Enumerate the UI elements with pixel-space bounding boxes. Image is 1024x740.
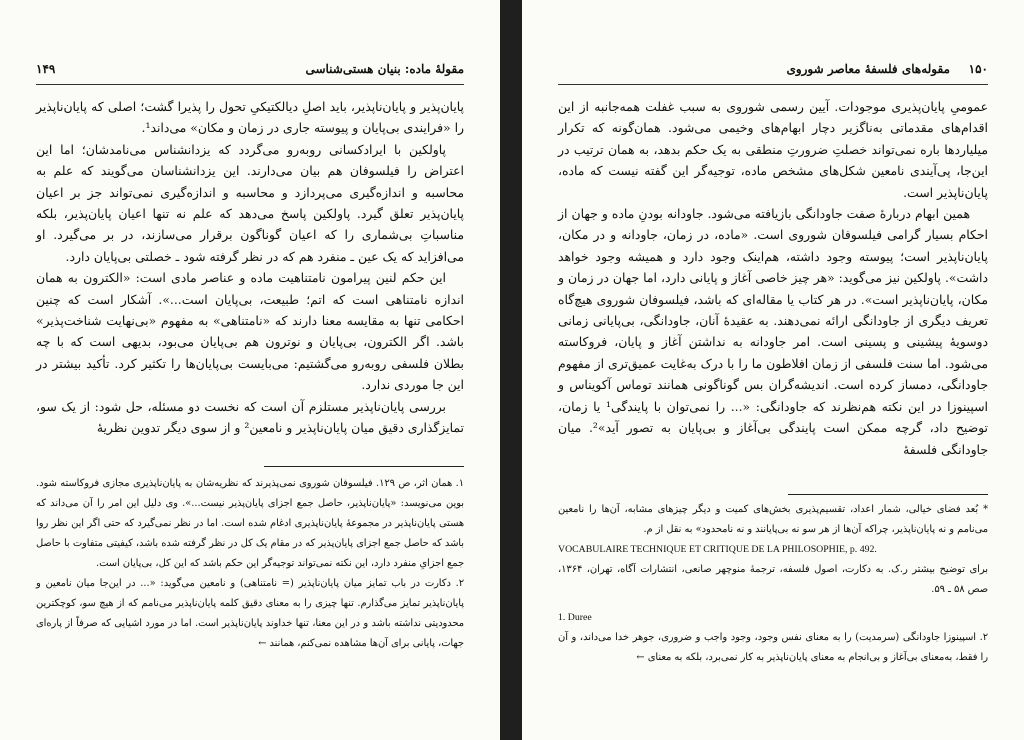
header-title: مقولهٔ ماده: بنیان هستی‌شناسی	[305, 62, 464, 76]
footnote-rule	[788, 494, 988, 495]
paragraph: این حکم لنین پیرامون نامتناهیت ماده و عناصر مادی است: «الکترون به همان اندازه نامتناهی است که اتم؛ طبیعت، بی‌پایان است...». آشکار است که چنین احکامی تنها به مقایسه معنا دارند که «نامتناهی» به مفهوم «بی‌نهایت شناخت‌پذیر» باشد. اگر الکترون، بی‌پایان و نوترون هم بی‌پایان می‌بود، بدیهی است که با چه بطلان فلسفی روبه‌رو می‌گشتیم: می‌بایست بی‌پایان‌ها را تکثیر کرد. تأکید بیشتر در این جا موردی ندارد.	[36, 270, 464, 393]
header-title: مقوله‌های فلسفهٔ معاصر شوروی	[786, 62, 950, 76]
paragraph: عمومیِ پایان‌پذیری موجودات. آیین رسمی شوروی به سبب غفلت همه‌جانبه از این اقدام‌های مقدماتی به‌ناگزیر دچار ابهام‌های وخیمی می‌شود. همان‌گونه که تکرار میلیاردها باره نمی‌تواند خصلتِ ضرورتِ منطقی به یک حکم بدهد، به همان ترتیب در این‌جا، پی‌آیندی نامعین شکل‌های مشخص ماده، توجیه‌گر این گفته نیست که ماده، پایان‌ناپذیر است.	[558, 99, 988, 200]
paragraph: همین ابهام دربارهٔ صفت جاودانگی بازیافته می‌شود. جاودانه بودنِ ماده و جهان از احکام بسیار گرامی فیلسوفان شوروی است. «ماده، در زمان، جاودانه و در مکان، پایان‌ناپذیر است؛ پیوسته وجود داشته، هم‌اینک وجود دارد و همیشه وجود خواهد داشت». پاولکین نیز می‌گوید: «هر چیز خاصی آغاز و پایانی دارد، اما جهان در زمان و مکان، پایان‌ناپذیر است». در هر کتاب یا مقاله‌ای که باشد، فیلسوفان شوروی هیچ‌گاه تعریف دیگری از جاودانگی ارائه نمی‌دهند. به عقیدهٔ آنان، جاودانگی، بی‌پایانی زمانی دوسویهٔ پیشینی و پسینی است. امر جاودانه به نداشتن آغاز و پایان، فروکاسته می‌شود. اما سنت فلسفی از زمان افلاطون ما را با درک به‌غایت عمیق‌تری از مفهوم جاودانگی، دمساز کرده است. اندیشه‌گران بس گوناگونی همانند توماس آکویناس و اسپینوزا در این نکته هم‌نظرند که جاودانگی: «... را نمی‌توان با پایندگی¹ یا زمان، توضیح داد، گرچه ممکن است پایندگی بی‌آغاز و بی‌پایان به تصور آید»². میان جاودانگی فلسفهٔ	[558, 206, 988, 457]
footnotes	[558, 500, 988, 668]
footnote-reference: برای توضیح بیشتر ر.ک. به دکارت، اصول فلسفه، ترجمهٔ منوچهر صانعی، انتشارات آگاه، تهران، ۱۳۶۴، صص ۵۸ ـ ۵۹.	[558, 564, 988, 595]
footnote-duree: 1. Duree	[558, 612, 592, 623]
body-text	[558, 96, 988, 460]
header-rule	[36, 84, 464, 85]
footnote-latin-reference: VOCABULAIRE TECHNIQUE ET CRITIQUE DE LA PHILOSOPHIE, p. 492.	[558, 544, 877, 555]
left-page	[0, 0, 500, 740]
footnote: ۱. همان اثر، ص ۱۲۹. فیلسوفان شوروی نمی‌پذیرند که نظریه‌شان به پایان‌ناپذیری مجازی فروکاسته شود. بوین می‌نویسد: «پایان‌ناپذیر، حاصل جمع اجزای پایان‌پذیر نیست...». وی دلیل این امر را آن می‌داند که هستی پایان‌ناپذیر در مجموعهٔ پایان‌ناپذیری ادغام شده است. اما در نظر نمی‌گیرد که حتی اگر این نظر روا باشد که حاصل جمع اجزای پایان‌پذیر که در مقام یک کل در نظر گرفته شده باشد، کیفیتی متفاوت با حاصل جمع اجزایِ منفرد دارد، این نکته نمی‌تواند توجیه‌گر این حکم باشد که این کل، بی‌پایان است.	[36, 478, 464, 569]
page-number: ۱۵۰	[968, 62, 988, 76]
running-header	[36, 62, 464, 82]
header-rule	[558, 84, 988, 85]
paragraph: بررسی پایان‌ناپذیر مستلزم آن است که نخست دو مسئله، حل شود: از یک سو، تمایزگذاری دقیق میان پایان‌ناپذیر و نامعین² و از سوی دیگر تدوین نظریهٔ	[36, 398, 464, 436]
book-gutter	[500, 0, 522, 740]
footnotes	[36, 474, 464, 654]
paragraph: پاولکین با ایرادکسانی روبه‌رو می‌گردد که یزدانشناس می‌نامدشان؛ اما این اعتراض را فیلسوفان هم بیان می‌دارند. این یزدانشناسان می‌گویند که علم به محاسبه و اندازه‌گیری می‌پردازد و محاسبه و اندازه‌گیری نمی‌تواند جز بر اعیان پایان‌پذیر تعلق گیرد. پاولکین پاسخ می‌دهد که علم نه تنها اعیان پایان‌پذیر، بلکه مناسباتِ بی‌شماری را که اعیان گوناگون برقرار می‌سازند، در بر می‌گیرد. او می‌افزاید که یک عین ـ منفرد هم که در نظر گرفته شود ـ خصلتی بی‌پایان دارد.	[36, 141, 464, 264]
footnote: ۲. دکارت در باب تمایز میان پایان‌ناپذیر (= نامتناهی) و نامعین می‌گوید: «... در این‌جا میان نامعین و پایان‌ناپذیر تمایز می‌گذارم. تنها چیزی را به معنای دقیق کلمه پایان‌ناپذیر می‌نامم که از هیچ سو، کوچکترین محدودیتی نداشته باشد و در این معنا، تنها خداوند پایان‌ناپذیر است. اما در مورد اشیایی که صرفاً از پاره‌ای جهات، پایانی برای آن‌ها مشاهده نمی‌کنم، همانند ←	[36, 578, 464, 649]
right-page	[522, 0, 1024, 740]
footnote: ۲. اسپینوزا جاودانگی (سرمدیت) را به معنای نفس وجود، وجود واجب و ضروری، جوهر خدا می‌داند، و آن را فقط، به‌معنای بی‌آغاز و بی‌انجام به معنای پایان‌ناپذیر به کار نمی‌برد، بلکه به معنای ←	[558, 632, 988, 663]
footnote-continued: * بُعد فضای خیالی، شمار اعداد، تقسیم‌پذیری بخش‌های کمیت و دیگر چیزهای مشابه، آن‌ها را نامعین می‌نامم و نه پایان‌ناپذیر، چراکه آن‌ها از هر سو نه بی‌پایانند و نه نامحدود» به نقل از م.	[558, 504, 988, 535]
body-text	[36, 96, 464, 439]
footnote-rule	[264, 466, 464, 467]
paragraph: پایان‌پذیر و پایان‌ناپذیر، باید اصلِ دیالکتیکیِ تحول را پذیرا گشت؛ اصلی که پایان‌ناپذیر را «فرایندی بی‌پایان و پیوسته جاری در زمان و مکان» می‌داند¹.	[36, 99, 464, 136]
running-header	[558, 62, 988, 82]
page-number: ۱۴۹	[36, 62, 56, 76]
